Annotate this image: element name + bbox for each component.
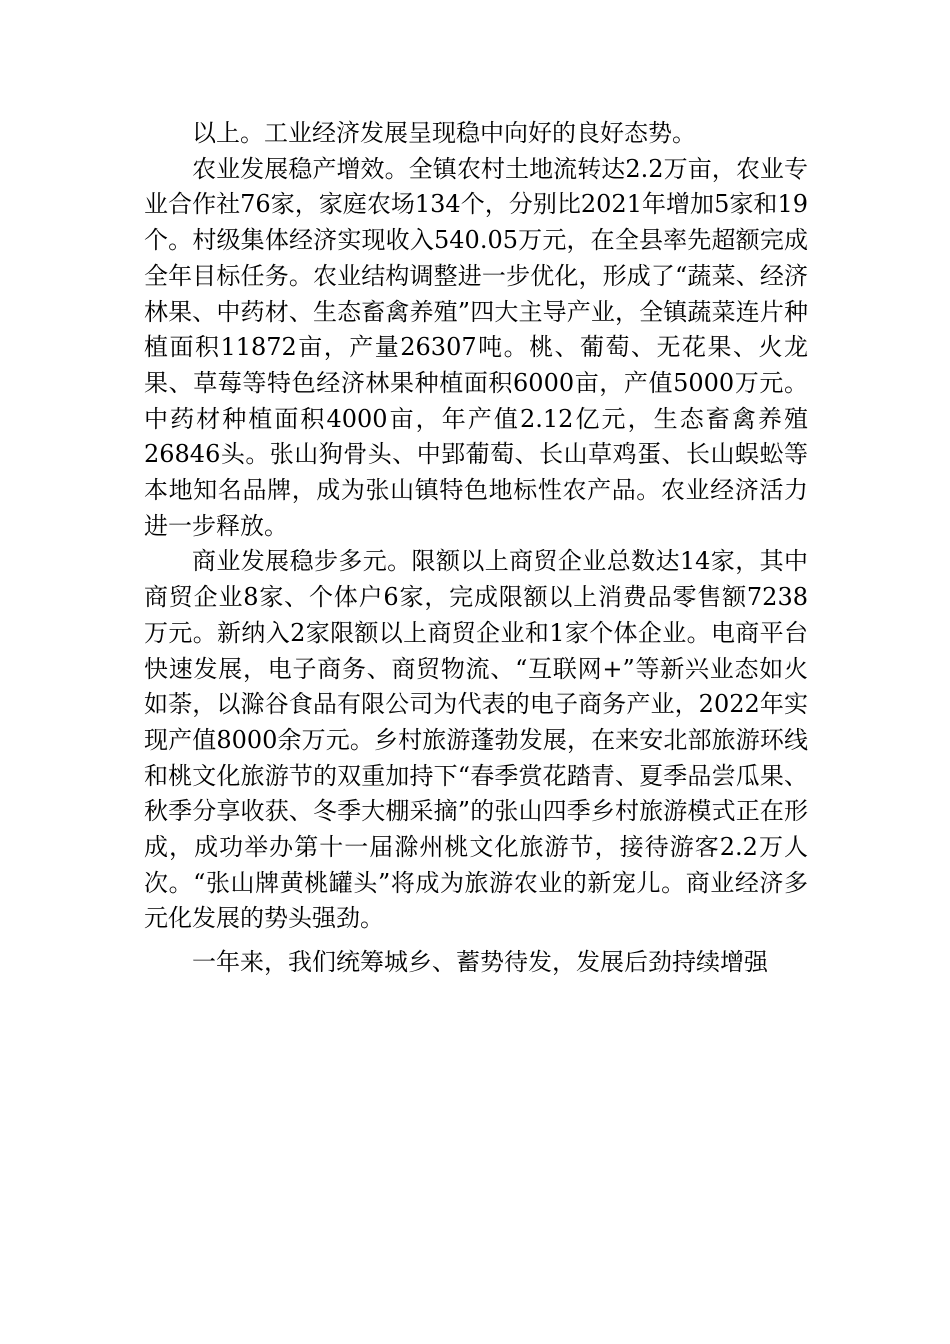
body-text bbox=[144, 116, 808, 981]
paragraph-year-summary: 一年来，我们统筹城乡、蓄势待发，发展后劲持续增强 bbox=[192, 948, 768, 977]
paragraph-commerce: 商业发展稳步多元。限额以上商贸企业总数达14家，其中商贸企业8家、个体户6家，完成限额以上消费品零售额7238万元。新纳入2家限额以上商贸企业和1家个体企业。电商平台快速发展，电子商务、商贸物流、“互联网+”等新兴业态如火如荼，以滁谷食品有限公司为代表的电子商务产业，2022年实现产值8000余万元。乡村旅游蓬勃发展，在来安北部旅游环线和桃文化旅游节的双重加持下“春季赏花踏青、夏季品尝瓜果、秋季分享收获、冬季大棚采摘”的张山四季乡村旅游模式正在形成，成功举办第十一届滁州桃文化旅游节，接待游客2.2万人次。“张山牌黄桃罐头”将成为旅游农业的新宠儿。商业经济多元化发展的势头强劲。 bbox=[144, 547, 808, 933]
paragraph-industry-conclusion: 以上。工业经济发展呈现稳中向好的良好态势。 bbox=[192, 119, 696, 147]
paragraph-agriculture: 农业发展稳产增效。全镇农村土地流转达2.2万亩，农业专业合作社76家，家庭农场134个，分别比2021年增加5家和19个。村级集体经济实现收入540.05万元，在全县率先超额完成全年目标任务。农业结构调整进一步优化，形成了“蔬菜、经济林果、中药材、生态畜禽养殖”四大主导产业，全镇蔬菜连片种植面积11872亩，产量26307吨。桃、葡萄、无花果、火龙果、草莓等特色经济林果种植面积6000亩，产值5000万元。中药材种植面积4000亩，年产值2.12亿元，生态畜禽养殖26846头。张山狗骨头、中郢葡萄、长山草鸡蛋、长山蜈蚣等本地知名品牌，成为张山镇特色地标性农产品。农业经济活力进一步释放。 bbox=[144, 154, 808, 540]
